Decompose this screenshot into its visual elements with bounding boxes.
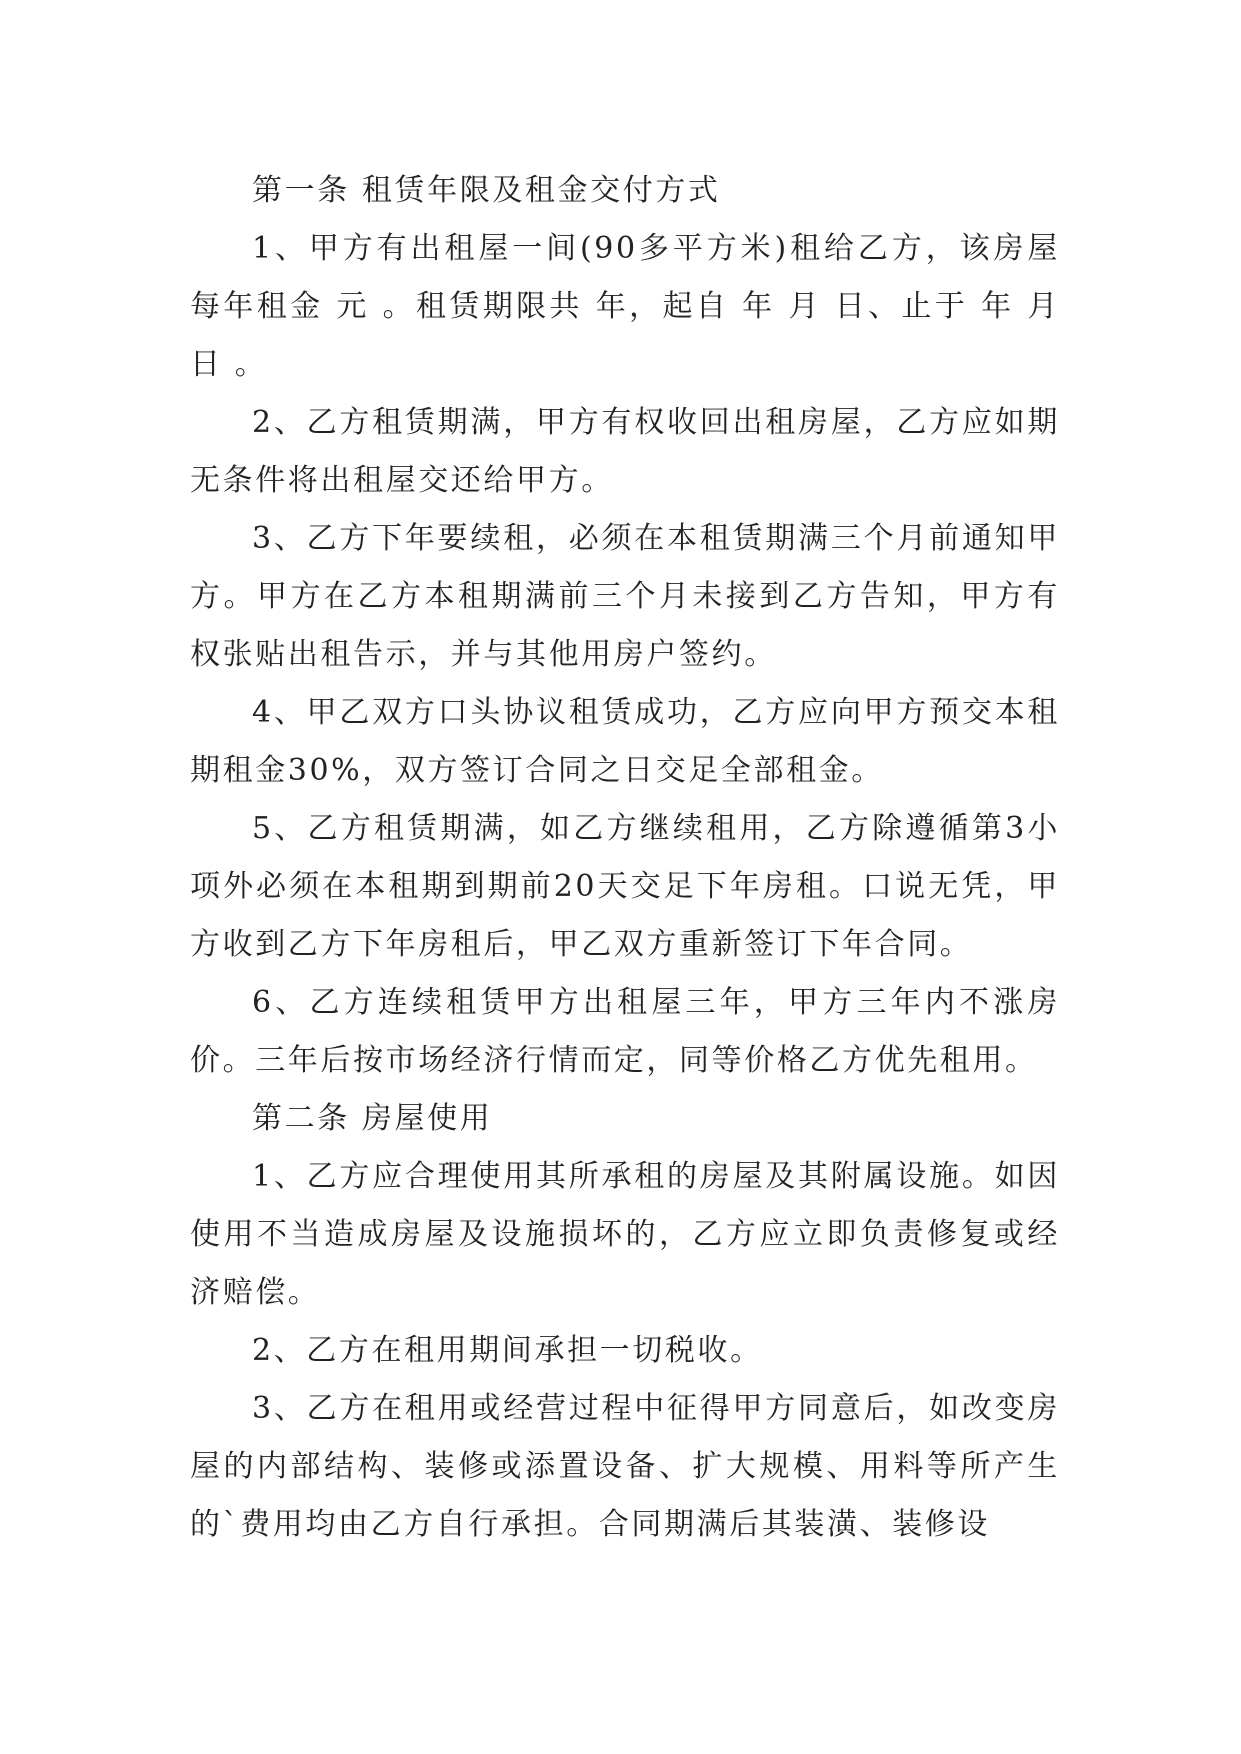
paragraph-1-2: 2、乙方租赁期满，甲方有权收回出租房屋，乙方应如期无条件将出租屋交还给甲方。 bbox=[190, 405, 1060, 498]
article-1-heading: 第一条 租赁年限及租金交付方式 bbox=[252, 173, 721, 208]
paragraph-1-5: 5、乙方租赁期满，如乙方继续租用，乙方除遵循第3小项外必须在本租期到期前20天交足下年房租。口说无凭，甲方收到乙方下年房租后，甲乙双方重新签订下年合同。 bbox=[190, 811, 1060, 962]
article-2-heading: 第二条 房屋使用 bbox=[252, 1101, 493, 1136]
paragraph-1-1: 1、甲方有出租屋一间(90多平方米)租给乙方，该房屋每年租金 元 。租赁期限共 年，起自 年 月 日、止于 年 月 日 。 bbox=[190, 231, 1060, 382]
paragraph-1-6: 6、乙方连续租赁甲方出租屋三年，甲方三年内不涨房价。三年后按市场经济行情而定，同等价格乙方优先租用。 bbox=[190, 985, 1060, 1078]
paragraph-2-3: 3、乙方在租用或经营过程中征得甲方同意后，如改变房屋的内部结构、装修或添置设备、扩大规模、用料等所产生的`费用均由乙方自行承担。合同期满后其装潢、装修设 bbox=[190, 1391, 1060, 1542]
paragraph-2-1: 1、乙方应合理使用其所承租的房屋及其附属设施。如因使用不当造成房屋及设施损坏的，乙方应立即负责修复或经济赔偿。 bbox=[190, 1159, 1060, 1310]
paragraph-1-4: 4、甲乙双方口头协议租赁成功，乙方应向甲方预交本租期租金30%，双方签订合同之日交足全部租金。 bbox=[190, 695, 1060, 788]
paragraph-2-2: 2、乙方在租用期间承担一切税收。 bbox=[252, 1333, 763, 1368]
document-page bbox=[190, 162, 1060, 1554]
paragraph-1-3: 3、乙方下年要续租，必须在本租赁期满三个月前通知甲方。甲方在乙方本租期满前三个月未接到乙方告知，甲方有权张贴出租告示，并与其他用房户签约。 bbox=[190, 521, 1060, 672]
